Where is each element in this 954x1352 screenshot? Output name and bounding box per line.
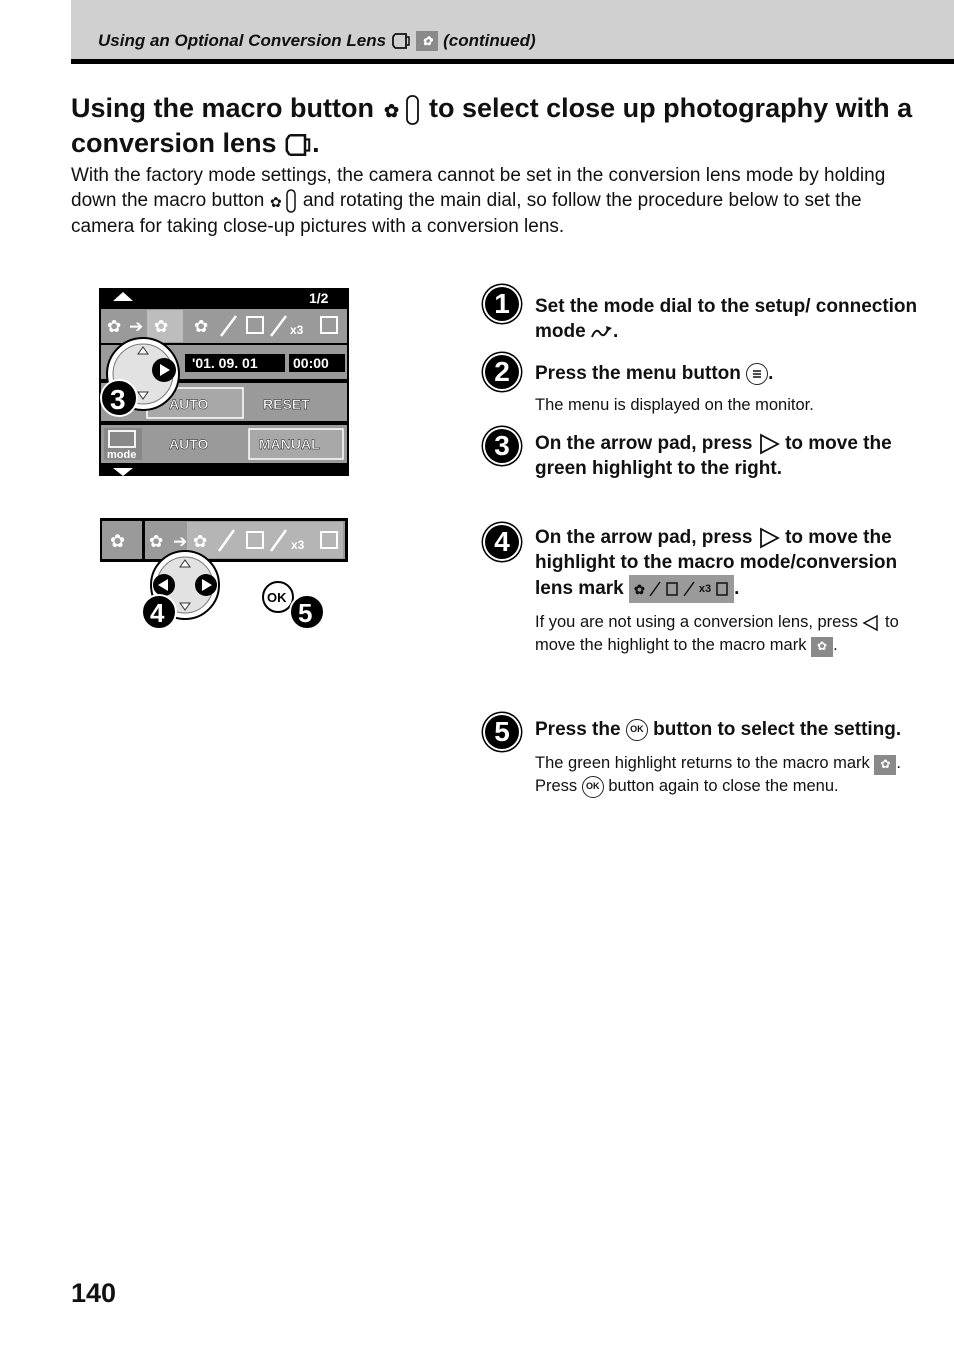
ok-label: OK bbox=[267, 590, 287, 605]
macro-button-icon bbox=[270, 188, 298, 214]
mode-icon-text: mode bbox=[107, 449, 137, 461]
page-indicator: 1/2 bbox=[309, 290, 329, 306]
menu-button-icon bbox=[746, 363, 768, 385]
slash-icon bbox=[649, 581, 661, 597]
step-title bbox=[535, 429, 923, 481]
macro-icon: ✿ bbox=[416, 31, 438, 51]
step-number: 4 bbox=[483, 523, 521, 561]
step-1-title-end: . bbox=[612, 321, 619, 342]
macro-icon: ✿ bbox=[193, 532, 208, 551]
step-4-title-end: . bbox=[734, 578, 740, 600]
slash-icon bbox=[683, 581, 695, 597]
step-4-title-b: to move the highlight to the macro mode/conversion lens mark bbox=[535, 527, 898, 600]
intro-part1: With the factory mode settings, the camera cannot be set in the conversion lens mode by holding down the macro button bbox=[71, 165, 886, 212]
step-5-desc bbox=[535, 752, 923, 798]
header-title-line bbox=[98, 31, 536, 51]
macro-icon: ✿ bbox=[811, 637, 833, 657]
arrow-right-icon bbox=[758, 433, 780, 455]
svg-text:✿: ✿ bbox=[383, 100, 399, 121]
step-title bbox=[535, 355, 923, 386]
reset-label: RESET bbox=[263, 396, 310, 412]
callout-3: 3 bbox=[110, 384, 126, 415]
macro-conversion-mark bbox=[629, 575, 734, 603]
title-part1: Using the macro button bbox=[71, 93, 374, 123]
macro-icon: ✿ bbox=[149, 532, 164, 551]
step-number: 5 bbox=[483, 713, 521, 751]
highlight-box bbox=[187, 522, 343, 558]
macro-bar-illustration bbox=[99, 517, 351, 632]
step-5-title-b: button to select the setting. bbox=[653, 719, 902, 740]
manual-label: MANUAL bbox=[259, 436, 320, 452]
title-part2: to select close up photography with a conversion lens bbox=[71, 93, 913, 158]
conversion-lens-icon bbox=[715, 582, 729, 596]
macro-icon: ✿ bbox=[874, 755, 896, 775]
macro-icon: ✿ bbox=[107, 317, 122, 336]
step-4-title-a: On the arrow pad, press bbox=[535, 527, 753, 548]
step-5-desc2-a: Press bbox=[535, 777, 578, 795]
title-end: . bbox=[312, 127, 320, 158]
step-number: 2 bbox=[483, 353, 521, 391]
date-value: '01. 09. 01 bbox=[192, 355, 258, 371]
step-title bbox=[535, 715, 923, 742]
conv-multiplier: x3 bbox=[291, 538, 305, 552]
conversion-lens-icon bbox=[665, 582, 679, 596]
step-5-desc2-b: button again to close the menu. bbox=[608, 777, 839, 795]
svg-text:✿: ✿ bbox=[269, 194, 282, 210]
callout-4: 4 bbox=[150, 598, 165, 628]
auto-label: AUTO bbox=[169, 396, 209, 412]
time-value: 00:00 bbox=[293, 355, 329, 371]
step-5-desc1: The green highlight returns to the macro mark bbox=[535, 754, 870, 772]
macro-icon: ✿ bbox=[110, 531, 126, 551]
arrow-left-icon bbox=[862, 614, 880, 632]
step-4-desc-end: . bbox=[833, 636, 838, 654]
conversion-lens-icon bbox=[284, 131, 312, 159]
step-2-title: Press the menu button bbox=[535, 363, 741, 384]
step-4-desc-b: to move the highlight to the macro mark bbox=[535, 613, 899, 654]
step-1-title: Set the mode dial to the setup/ connection mode bbox=[535, 296, 918, 342]
step-number: 3 bbox=[483, 427, 521, 465]
macro-button-icon bbox=[382, 93, 422, 127]
ok-button-icon: OK bbox=[626, 719, 648, 741]
step-4 bbox=[483, 525, 923, 711]
step-5-title-a: Press the bbox=[535, 719, 621, 740]
macro-icon: ✿ bbox=[634, 581, 645, 597]
auto-label: AUTO bbox=[169, 436, 209, 452]
step-title bbox=[535, 287, 923, 344]
step-number: 1 bbox=[483, 285, 521, 323]
conv-multiplier: x3 bbox=[290, 323, 304, 337]
macro-icon: ✿ bbox=[194, 317, 209, 336]
page-title bbox=[71, 92, 931, 159]
step-3-title-a: On the arrow pad, press bbox=[535, 433, 753, 454]
callout-5: 5 bbox=[298, 598, 313, 628]
arrow-right-icon: ➔ bbox=[129, 317, 144, 336]
step-4-desc bbox=[535, 611, 923, 657]
intro-part2: and rotating the main dial, so follow the procedure below to set the camera for taking close-up pictures with a conversion lens. bbox=[71, 190, 862, 237]
step-3 bbox=[483, 429, 923, 523]
ok-button-icon: OK bbox=[582, 776, 604, 798]
page-header bbox=[71, 0, 954, 64]
step-5 bbox=[483, 715, 923, 798]
macro-icon: ✿ bbox=[154, 317, 169, 336]
conv-multiplier: x3 bbox=[698, 582, 712, 595]
page-number: 140 bbox=[71, 1278, 117, 1308]
step-title bbox=[535, 525, 923, 603]
step-2-desc: The menu is displayed on the monitor. bbox=[535, 396, 814, 414]
menu-screen-illustration bbox=[99, 288, 351, 478]
arrow-right-icon bbox=[758, 527, 780, 549]
step-2-title-end: . bbox=[768, 363, 774, 384]
conversion-lens-icon bbox=[391, 31, 411, 51]
steps-list bbox=[483, 287, 923, 798]
header-title: Using an Optional Conversion Lens bbox=[98, 31, 387, 50]
step-4-desc-a: If you are not using a conversion lens, press bbox=[535, 613, 858, 631]
step-1 bbox=[483, 287, 923, 353]
step-3-title-b: to move the green highlight to the right. bbox=[535, 433, 892, 479]
connection-mode-icon bbox=[591, 325, 613, 339]
intro-paragraph bbox=[71, 163, 896, 239]
step-2 bbox=[483, 355, 923, 421]
arrow-right-icon: ➔ bbox=[173, 532, 188, 551]
step-5-desc1-end: . bbox=[896, 754, 901, 772]
header-continued: (continued) bbox=[443, 31, 536, 50]
